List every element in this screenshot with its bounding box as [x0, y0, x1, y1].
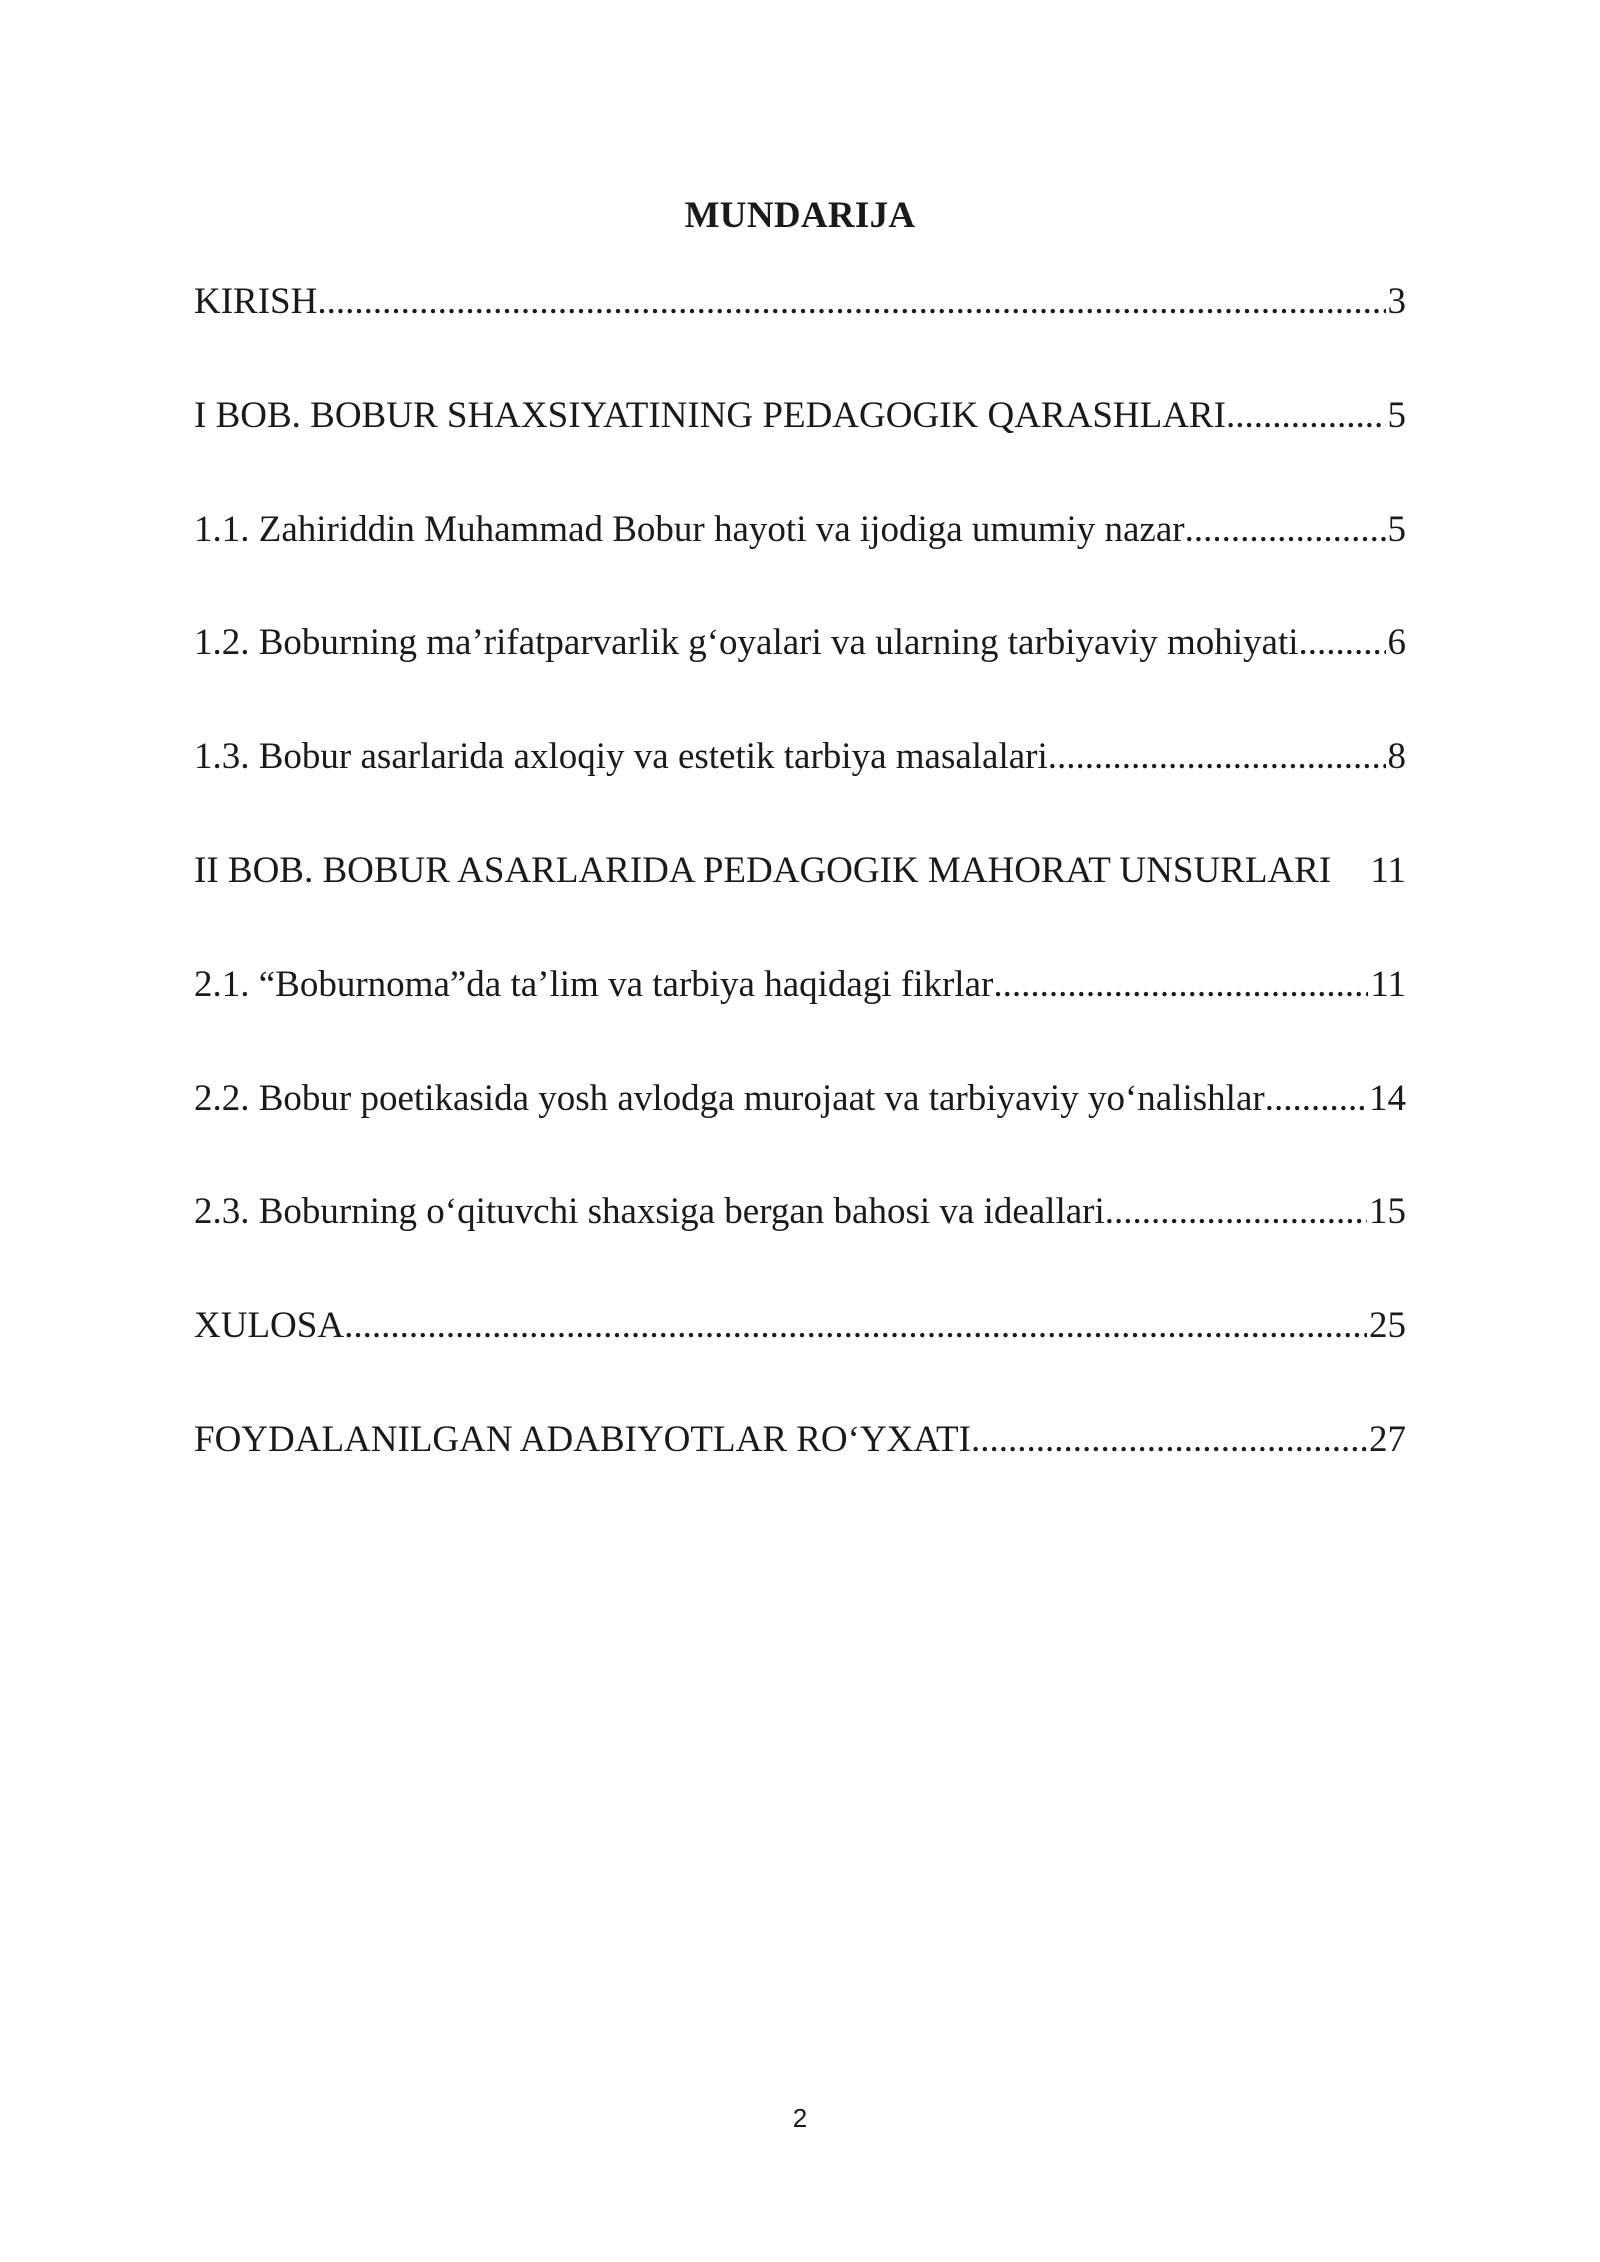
- toc-entry-page: 15: [1369, 1191, 1406, 1233]
- toc-entry-chapter-2[interactable]: [194, 845, 1406, 959]
- toc-entry-page: 8: [1387, 736, 1406, 778]
- toc-entry-page: 14: [1369, 1077, 1406, 1119]
- toc-entry-label: 2.3. Boburning o‘qituvchi shaxsiga bergan bahosi va ideallari: [194, 1191, 1105, 1233]
- dot-leader: [1226, 390, 1386, 442]
- toc-entry-label: KIRISH: [194, 281, 318, 322]
- toc-entry-label: 2.2. Bobur poetikasida yosh avlodga murojaat va tarbiyaviy yo‘nalishlar: [194, 1077, 1265, 1119]
- toc-entry-page: 6: [1387, 622, 1406, 664]
- page-number: 2: [792, 2103, 808, 2133]
- dot-leader: [317, 276, 1385, 328]
- toc-entry-label: II BOB. BOBUR ASARLARIDA PEDAGOGIK MAHORAT UNSURLARI: [194, 849, 1332, 891]
- toc-entry-page: 11: [1370, 963, 1406, 1005]
- dot-leader: [1185, 504, 1386, 556]
- dot-leader: [1299, 617, 1386, 669]
- toc-entry-section-1-1[interactable]: [194, 504, 1406, 618]
- toc-title: MUNDARIJA: [684, 195, 916, 236]
- toc-entry-section-2-3[interactable]: [194, 1186, 1406, 1300]
- toc-entry-kirish[interactable]: [194, 276, 1406, 390]
- dot-leader: [971, 1414, 1367, 1466]
- toc-entry-page: 11: [1370, 849, 1406, 891]
- toc-entry-section-1-3[interactable]: [194, 731, 1406, 845]
- toc-entry-page: 25: [1369, 1305, 1406, 1347]
- dot-leader: [1105, 1186, 1367, 1238]
- toc-entry-label: XULOSA: [194, 1305, 345, 1347]
- toc-entry-label: I BOB. BOBUR SHAXSIYATINING PEDAGOGIK QARASHLARI: [194, 394, 1226, 436]
- toc-entry-chapter-1[interactable]: [194, 390, 1406, 504]
- toc-entry-label: 1.3. Bobur asarlarida axloqiy va estetik tarbiya masalalari: [194, 736, 1048, 778]
- toc-entry-page: 3: [1387, 281, 1406, 322]
- toc-entry-section-1-2[interactable]: [194, 617, 1406, 731]
- dot-leader: [993, 959, 1368, 1011]
- toc-entry-section-2-1[interactable]: [194, 959, 1406, 1073]
- dot-leader: [344, 1300, 1367, 1352]
- toc-entry-page: 5: [1387, 508, 1406, 550]
- toc-entry-section-2-2[interactable]: [194, 1073, 1406, 1187]
- toc-entry-page: 27: [1369, 1418, 1406, 1460]
- toc-entry-references[interactable]: [194, 1414, 1406, 1528]
- toc-entry-label: FOYDALANILGAN ADABIYOTLAR RO‘YXATI: [194, 1418, 971, 1460]
- toc-entry-label: 1.2. Boburning ma’rifatparvarlik g‘oyalari va ularning tarbiyaviy mohiyati: [194, 622, 1299, 664]
- toc-entry-page: 5: [1387, 394, 1406, 436]
- dot-leader: [1048, 731, 1386, 783]
- toc-entry-label: 2.1. “Boburnoma”da ta’lim va tarbiya haqidagi fikrlar: [194, 963, 994, 1005]
- toc-entry-xulosa[interactable]: [194, 1300, 1406, 1414]
- table-of-contents: [194, 276, 1406, 1528]
- dot-leader: [1265, 1073, 1367, 1125]
- toc-entry-label: 1.1. Zahiriddin Muhammad Bobur hayoti va ijodiga umumiy nazar: [194, 508, 1185, 550]
